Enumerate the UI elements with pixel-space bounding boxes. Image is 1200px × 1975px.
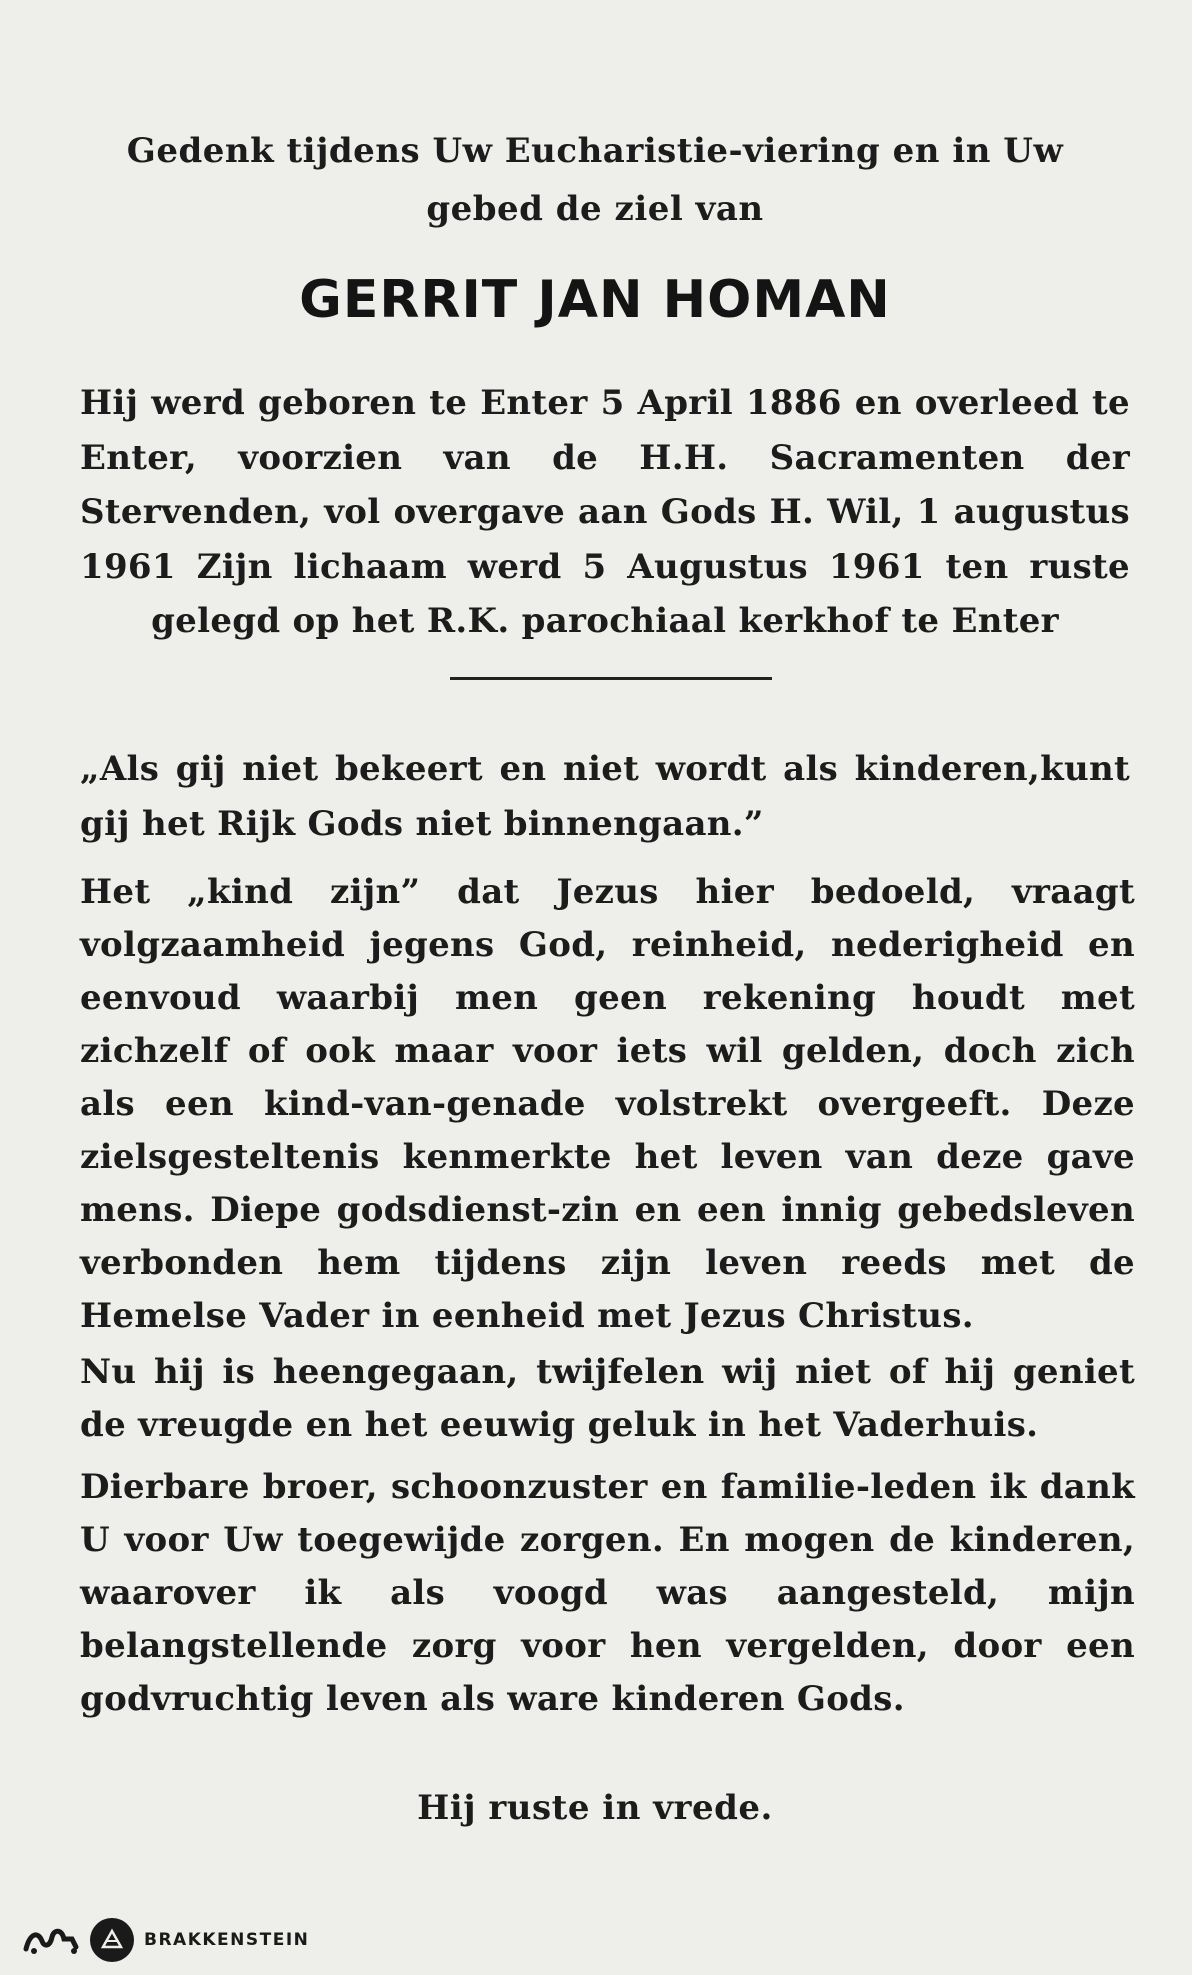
- printer-imprint: [22, 1918, 309, 1962]
- intro-line-2: gebed de ziel van: [426, 189, 764, 229]
- divider-line: [450, 677, 772, 680]
- printer-logo-icon: [90, 1918, 134, 1962]
- printer-ornament-icon: [22, 1923, 80, 1957]
- intro-line-1: Gedenk tijdens Uw Eucharistie-viering en in Uw: [126, 131, 1064, 171]
- biography-text: Hij werd geboren te Enter 5 April 1886 en overleed te Enter, voorzien van de H.H. Sacramenten der Stervenden, vol overgave aan Gods H. Wil, 1 augustus 1961 Zijn lichaam werd 5 Augustus 1961 ten ruste gelegd op het R.K. parochiaal kerkhof te Enter: [80, 383, 1130, 641]
- reflection-paragraph: Het „kind zijn” dat Jezus hier bedoeld, vraagt volgzaamheid jegens God, reinheid, nederigheid en eenvoud waarbij men geen rekening houdt met zichzelf of ook maar voor iets wil gelden, doch zich als een kind-van-genade volstrekt overgeeft. Deze zielsgesteltenis kenmerkte het leven van deze gave mens. Diepe godsdienst-zin en een innig gebedsleven verbonden hem tijdens zijn leven reeds met de Hemelse Vader in eenheid met Jezus Christus.: [80, 872, 1135, 1336]
- deceased-name: GERRIT JAN HOMAN: [299, 270, 891, 330]
- scripture-quote: „Als gij niet bekeert en niet wordt als kinderen,kunt gij het Rijk Gods niet binnengaan.”: [80, 749, 1130, 844]
- intro-text: [90, 122, 1100, 238]
- farewell-paragraph: Nu hij is heengegaan, twijfelen wij niet of hij geniet de vreugde en het eeuwig geluk in het Vaderhuis.: [80, 1352, 1135, 1445]
- thanks-paragraph: Dierbare broer, schoonzuster en familie-leden ik dank U voor Uw toegewijde zorgen. En mogen de kinderen, waarover ik als voogd was aangesteld, mijn belangstellende zorg voor hen vergelden, door een godvruchtig leven als ware kinderen Gods.: [80, 1467, 1135, 1719]
- closing-blessing: Hij ruste in vrede.: [417, 1788, 773, 1828]
- printer-name: BRAKKENSTEIN: [144, 1930, 310, 1950]
